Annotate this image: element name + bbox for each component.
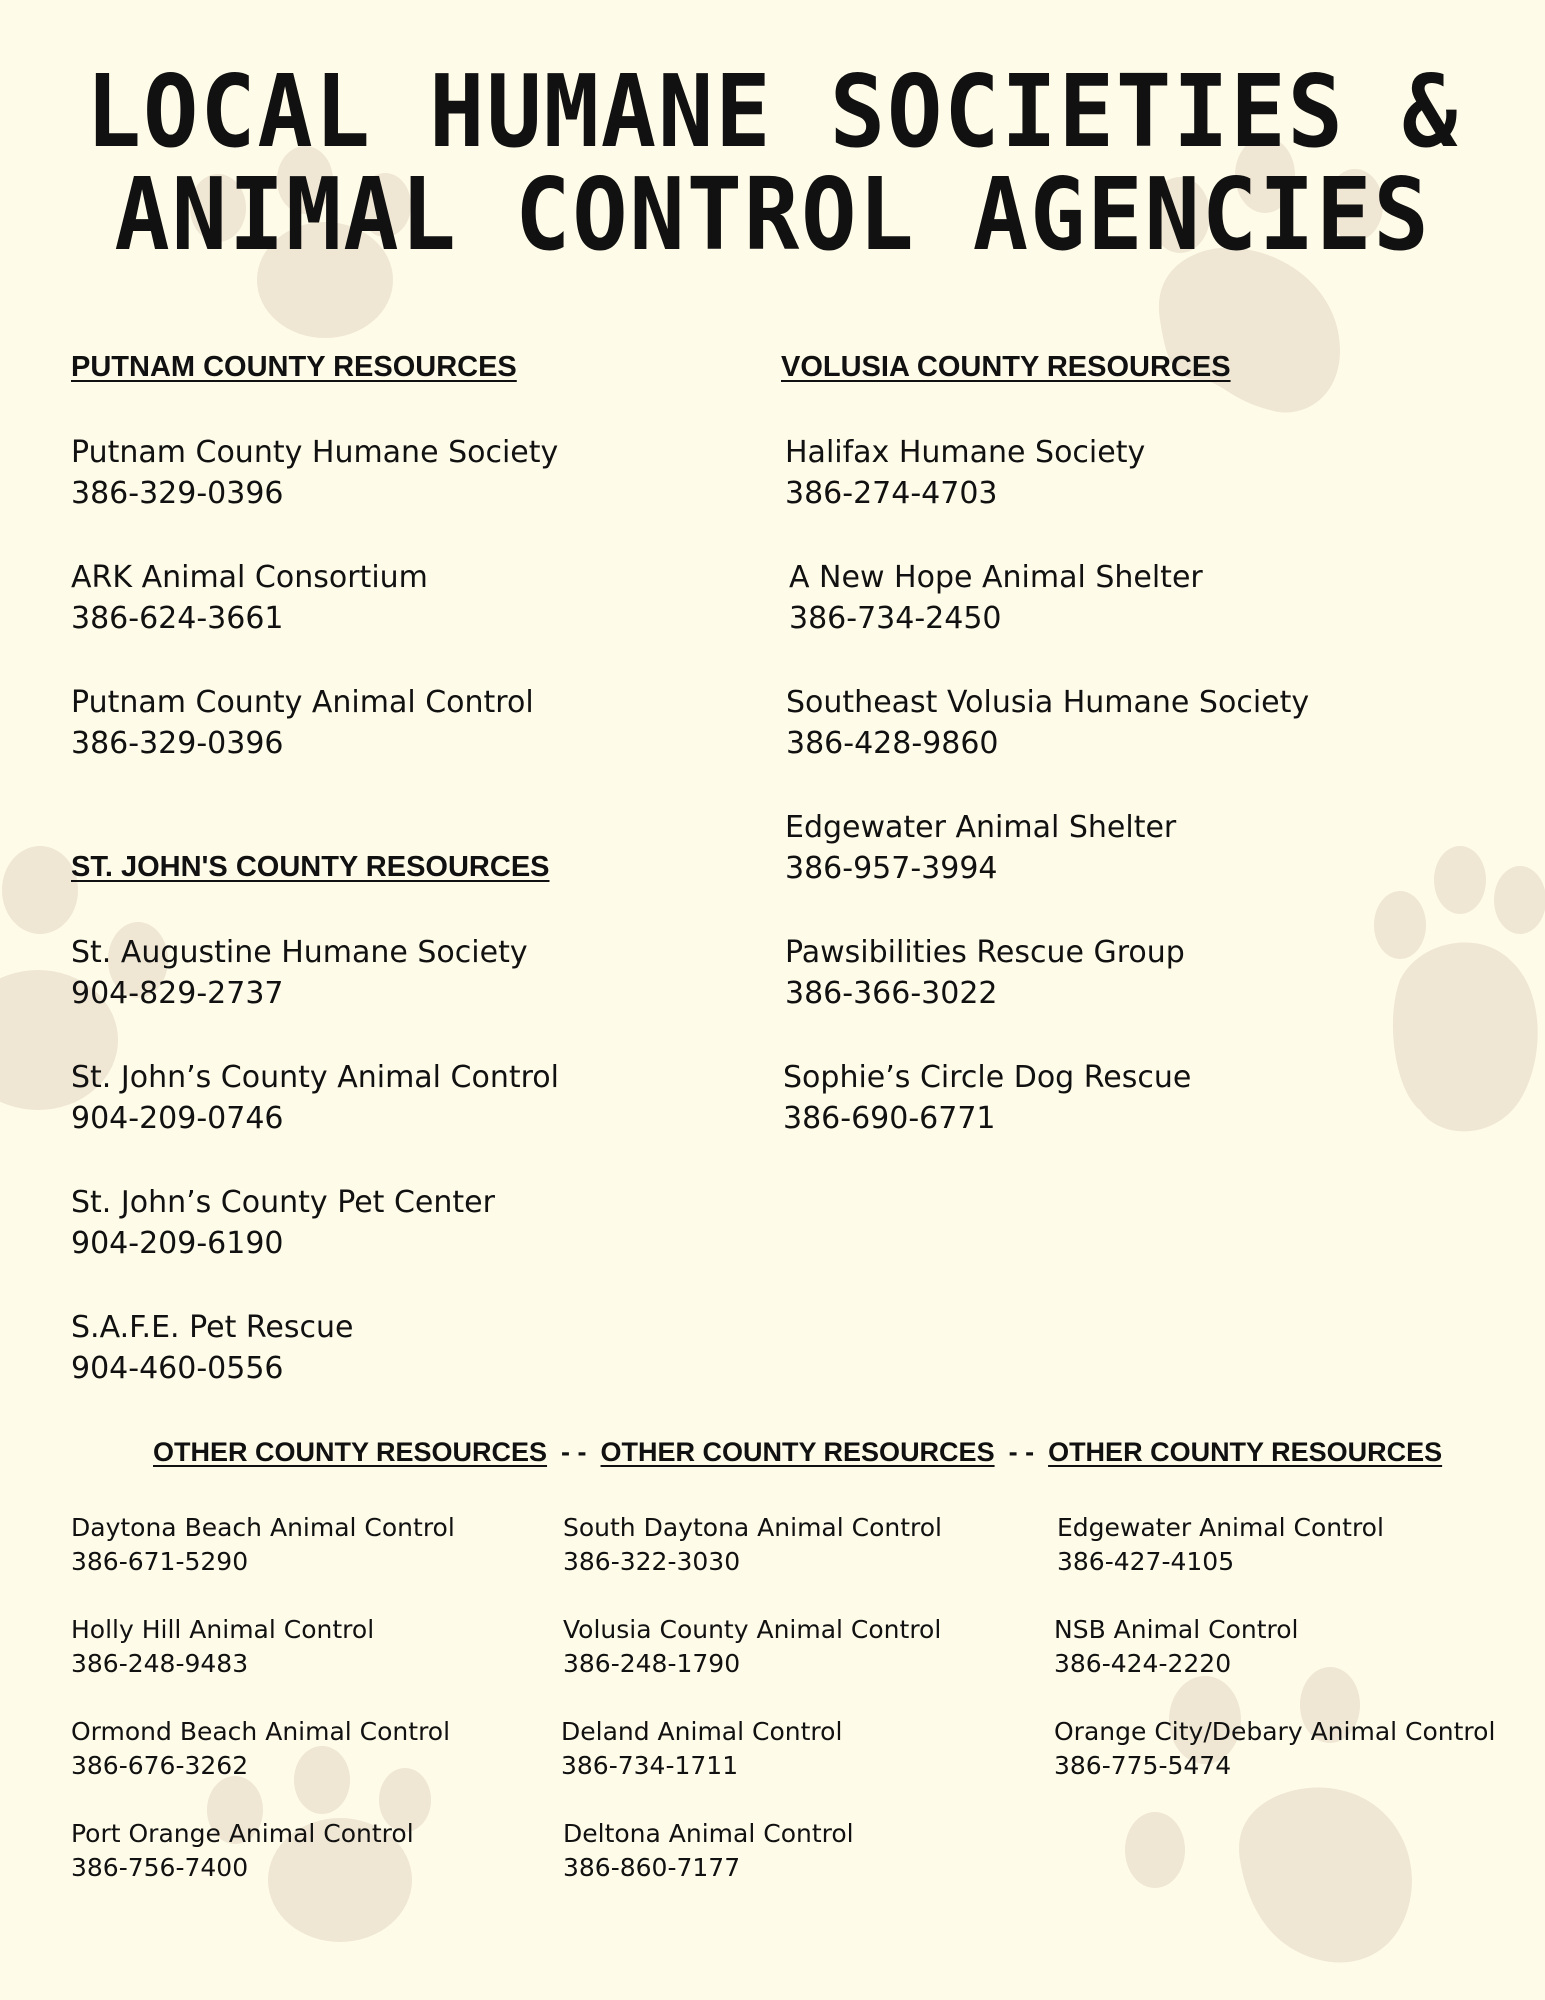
entry-name: Orange City/Debary Animal Control <box>1054 1717 1496 1746</box>
page-title-line-2: ANIMAL CONTROL AGENCIES <box>114 156 1431 273</box>
entry-phone: 386-671-5290 <box>71 1547 249 1576</box>
entry-name: Holly Hill Animal Control <box>71 1615 375 1644</box>
other-entry <box>71 1715 450 1783</box>
entry-name: St. Augustine Humane Society <box>71 935 528 970</box>
st-johns-entry <box>71 932 528 1014</box>
entry-phone: 386-424-2220 <box>1054 1649 1232 1678</box>
entry-name: Putnam County Humane Society <box>71 435 559 470</box>
volusia-entry <box>789 557 1203 639</box>
entry-phone: 386-248-9483 <box>71 1649 249 1678</box>
other-entry <box>1054 1613 1299 1681</box>
entry-phone: 386-427-4105 <box>1057 1547 1235 1576</box>
entry-phone: 386-274-4703 <box>785 476 998 511</box>
volusia-entry <box>786 682 1309 764</box>
entry-name: St. John’s County Animal Control <box>71 1060 559 1095</box>
volusia-entry <box>785 932 1185 1014</box>
entry-phone: 904-209-6190 <box>71 1226 284 1261</box>
entry-phone: 386-734-2450 <box>789 601 1002 636</box>
other-county-heading: OTHER COUNTY RESOURCES <box>1048 1437 1443 1467</box>
volusia-entry <box>785 807 1176 889</box>
entry-phone: 386-329-0396 <box>71 476 284 511</box>
other-entry <box>71 1613 374 1681</box>
putnam-heading: PUTNAM COUNTY RESOURCES <box>71 351 517 383</box>
entry-phone: 386-775-5474 <box>1054 1751 1232 1780</box>
other-county-heading: OTHER COUNTY RESOURCES <box>600 1437 995 1467</box>
putnam-entry <box>71 432 558 514</box>
entry-name: Southeast Volusia Humane Society <box>786 685 1310 720</box>
other-entry <box>1054 1715 1495 1783</box>
entry-name: Edgewater Animal Shelter <box>785 810 1177 845</box>
st-johns-entry <box>71 1057 559 1139</box>
entry-phone: 904-829-2737 <box>71 976 284 1011</box>
other-entry <box>563 1817 854 1885</box>
entry-phone: 386-734-1711 <box>561 1751 739 1780</box>
other-county-heading: OTHER COUNTY RESOURCES <box>153 1437 548 1467</box>
entry-name: Deland Animal Control <box>561 1717 843 1746</box>
other-entry <box>563 1511 942 1579</box>
entry-name: St. John’s County Pet Center <box>71 1185 495 1220</box>
entry-phone: 386-329-0396 <box>71 726 284 761</box>
entry-name: S.A.F.E. Pet Rescue <box>71 1310 354 1345</box>
entry-phone: 386-756-7400 <box>71 1853 249 1882</box>
entry-name: Deltona Animal Control <box>563 1819 854 1848</box>
other-entry <box>563 1613 941 1681</box>
st-johns-entry <box>71 1307 353 1389</box>
st-johns-heading: ST. JOHN'S COUNTY RESOURCES <box>71 851 550 883</box>
entry-phone: 386-322-3030 <box>563 1547 741 1576</box>
entry-phone: 904-460-0556 <box>71 1351 284 1386</box>
putnam-entry <box>71 682 534 764</box>
other-entry <box>71 1817 414 1885</box>
other-entry <box>71 1511 455 1579</box>
volusia-heading: VOLUSIA COUNTY RESOURCES <box>781 351 1231 383</box>
entry-phone: 386-248-1790 <box>563 1649 741 1678</box>
entry-name: Volusia County Animal Control <box>563 1615 942 1644</box>
entry-phone: 904-209-0746 <box>71 1101 284 1136</box>
entry-name: South Daytona Animal Control <box>563 1513 943 1542</box>
entry-name: Sophie’s Circle Dog Rescue <box>783 1060 1192 1095</box>
entry-name: A New Hope Animal Shelter <box>789 560 1203 595</box>
entry-name: Port Orange Animal Control <box>71 1819 414 1848</box>
other-entry <box>1057 1511 1384 1579</box>
entry-name: ARK Animal Consortium <box>71 560 428 595</box>
other-entry <box>561 1715 842 1783</box>
entry-name: Halifax Humane Society <box>785 435 1146 470</box>
entry-name: Edgewater Animal Control <box>1057 1513 1384 1542</box>
entry-name: Ormond Beach Animal Control <box>71 1717 451 1746</box>
entry-phone: 386-366-3022 <box>785 976 998 1011</box>
entry-name: Daytona Beach Animal Control <box>71 1513 455 1542</box>
entry-name: Pawsibilities Rescue Group <box>785 935 1185 970</box>
st-johns-entry <box>71 1182 495 1264</box>
entry-phone: 386-690-6771 <box>783 1101 996 1136</box>
volusia-entry <box>785 432 1145 514</box>
entry-phone: 386-860-7177 <box>563 1853 741 1882</box>
entry-phone: 386-676-3262 <box>71 1751 249 1780</box>
entry-phone: 386-957-3994 <box>785 851 998 886</box>
heading-separator: - - <box>1008 1437 1035 1467</box>
heading-separator: - - <box>561 1437 587 1467</box>
volusia-entry <box>783 1057 1191 1139</box>
entry-name: Putnam County Animal Control <box>71 685 534 720</box>
entry-phone: 386-624-3661 <box>71 601 284 636</box>
entry-phone: 386-428-9860 <box>786 726 999 761</box>
entry-name: NSB Animal Control <box>1054 1615 1299 1644</box>
putnam-entry <box>71 557 428 639</box>
page-title-line-1: LOCAL HUMANE SOCIETIES & <box>85 53 1460 170</box>
other-county-headings <box>153 1437 1442 1468</box>
